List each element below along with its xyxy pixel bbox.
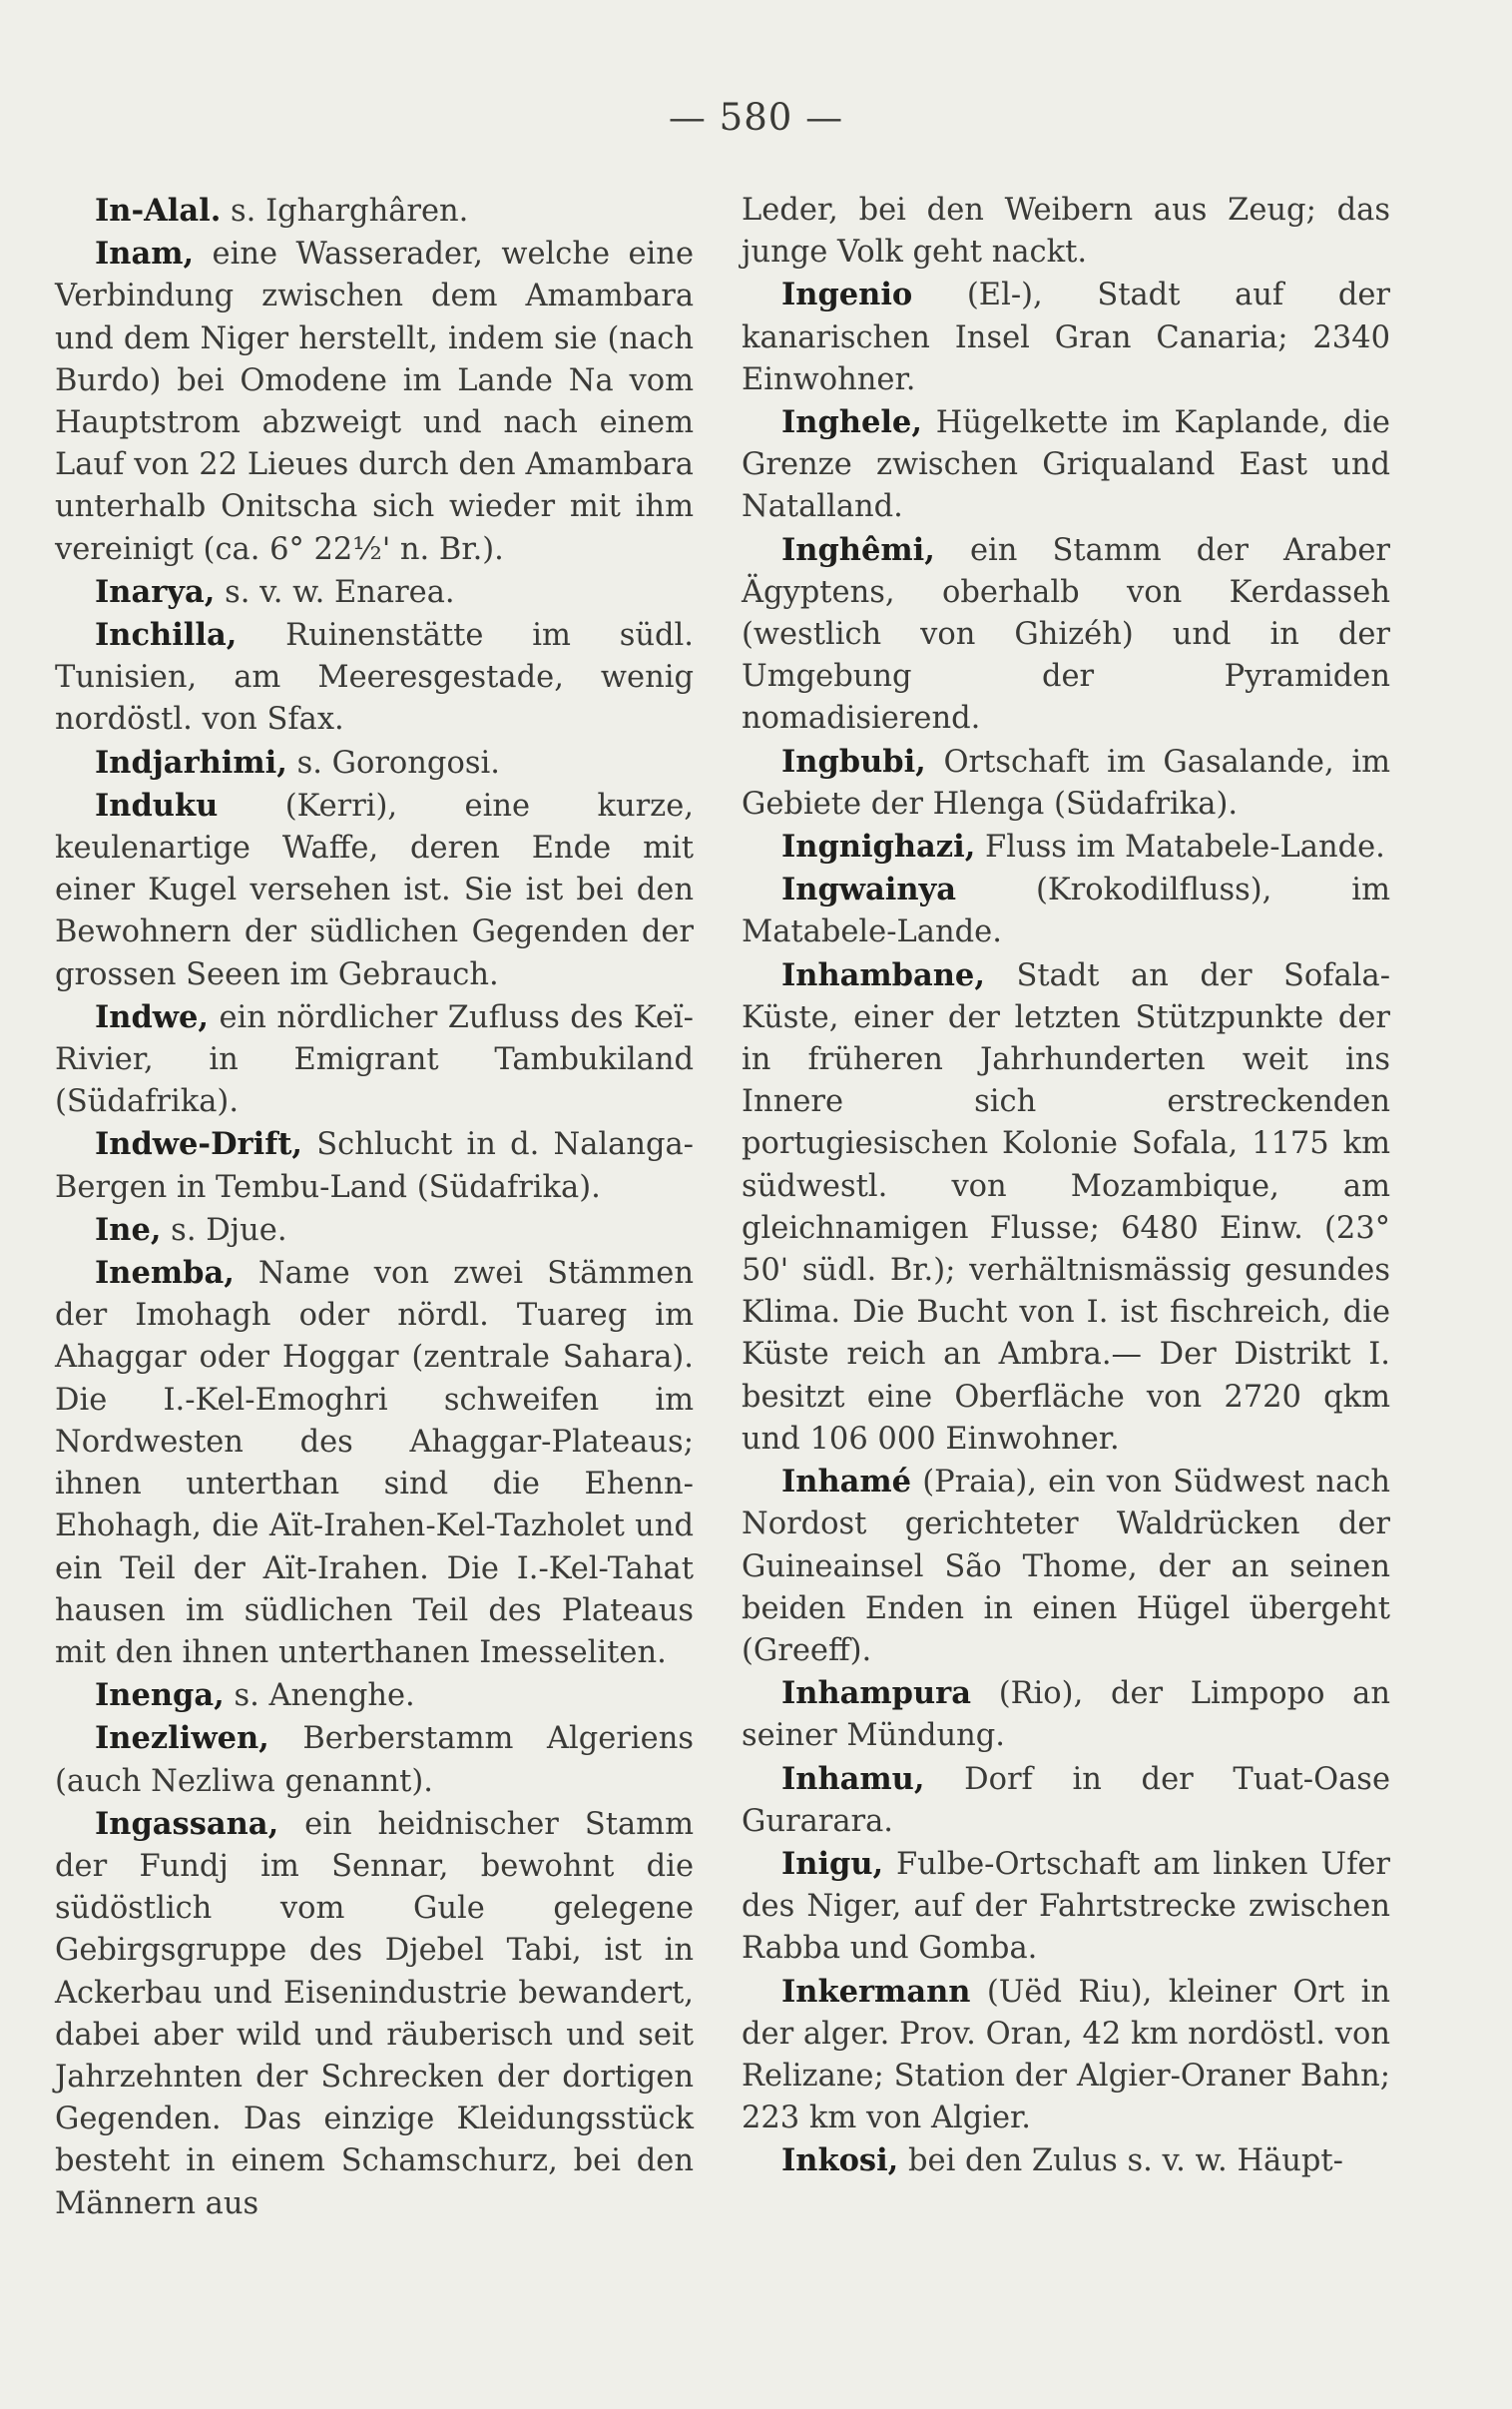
entry-lemma: Inhambane, <box>781 956 985 993</box>
entry-text: s. Igharghâren. <box>231 194 469 229</box>
entry-lemma: Inarya, <box>95 573 216 610</box>
entry-text: (Krokodilfluss), im Matabele-Lande. <box>742 873 1390 950</box>
entry-lemma: Ingenio <box>781 277 913 313</box>
entry-lemma: Inam, <box>95 236 195 273</box>
entry-lemma: Inemba, <box>95 1255 235 1292</box>
entry-text: Berberstamm Algeriens (auch Nezliwa genannt). <box>55 1721 694 1799</box>
entry-lemma: Inchilla, <box>95 617 238 654</box>
entry-lemma: Ingwainya <box>781 872 957 908</box>
entry-lemma: Inigu, <box>781 1845 884 1882</box>
dictionary-entry <box>742 954 1390 1461</box>
dictionary-entry <box>55 785 694 996</box>
entry-lemma: Ine, <box>95 1211 162 1248</box>
entry-lemma: In-Alal. <box>95 193 222 229</box>
entry-text: s. v. w. Enarea. <box>225 574 455 610</box>
dictionary-entry <box>55 742 694 785</box>
entry-text: Stadt an der Sofala-Küste, einer der letzten Stützpunkte der in früheren Jahrhunderten weit ins Innere sich erstreckenden portugiesischen Kolonie Sofala, 1175 km südwestl. von Mozambique, am gleichnamigen Flusse; 6480 Einw. (23° 50' südl. Br.); verhältnismässig gesundes Klima. Die Bucht von I. ist fischreich, die Küste reich an Ambra.— Der Distrikt I. besitzt eine Oberfläche von 2720 qkm und 106 000 Einwohner. <box>742 957 1390 1457</box>
entry-lemma: Indwe, <box>95 998 210 1035</box>
dictionary-entry <box>55 571 694 614</box>
dictionary-entry <box>742 741 1390 826</box>
entry-text: Schlucht in d. Nalanga-Bergen in Tembu-Land (Südafrika). <box>55 1127 694 1205</box>
dictionary-entry <box>742 1971 1390 2140</box>
entry-lemma: Inhamé <box>781 1464 912 1501</box>
entry-text: Ortschaft im Gasalande, im Gebiete der Hlenga (Südafrika). <box>742 744 1390 822</box>
right-column <box>742 190 1390 2183</box>
dictionary-entry <box>742 826 1390 869</box>
left-column <box>55 190 694 2225</box>
dictionary-entry <box>742 1461 1390 1672</box>
dictionary-entry-continuation <box>742 190 1390 274</box>
entry-text: Ruinenstätte im südl. Tunisien, am Meeresgestade, wenig nordöstl. von Sfax. <box>55 618 694 738</box>
entry-lemma: Inghele, <box>781 404 922 441</box>
entry-text: Hügelkette im Kaplande, die Grenze zwischen Griqualand East und Natalland. <box>742 405 1390 525</box>
entry-lemma: Inezliwen, <box>95 1720 269 1757</box>
entry-lemma: Inenga, <box>95 1677 225 1714</box>
dictionary-entry <box>55 1717 694 1802</box>
entry-text: (Kerri), eine kurze, keulenartige Waffe, deren Ende mit einer Kugel versehen ist. Sie ist bei den Bewohnern der südlichen Gegenden der grossen Seeen im Gebrauch. <box>55 788 694 992</box>
dictionary-entry <box>742 2139 1390 2182</box>
entry-text: s. Djue. <box>171 1212 287 1248</box>
entry-text: (Uëd Riu), kleiner Ort in der alger. Prov. Oran, 42 km nordöstl. von Relizane; Station der Algier-Oraner Bahn; 223 km von Algier. <box>742 1974 1390 2136</box>
entry-text: (Praia), ein von Südwest nach Nordost gerichteter Waldrücken der Guineainsel São Thome, der an seinen beiden Enden in einen Hügel übergeht (Greeff). <box>742 1465 1390 1668</box>
entry-lemma: Inhampura <box>781 1675 971 1712</box>
entry-text: ein Stamm der Araber Ägyptens, oberhalb von Kerdasseh (westlich von Ghizéh) und in der Umgebung der Pyramiden nomadisierend. <box>742 532 1390 737</box>
dictionary-entry <box>55 996 694 1124</box>
dictionary-entry <box>55 1803 694 2225</box>
dictionary-entry <box>55 1674 694 1717</box>
entry-text: Fluss im Matabele-Lande. <box>985 830 1385 866</box>
dictionary-entry <box>55 1209 694 1252</box>
entry-text: s. Gorongosi. <box>296 745 500 781</box>
entry-lemma: Inghêmi, <box>781 531 935 568</box>
entry-text: Name von zwei Stämmen der Imohagh oder nördl. Tuareg im Ahaggar oder Hoggar (zentrale Sahara). Die I.-Kel-Emoghri schweifen im Nordwesten des Ahaggar-Plateaus; ihnen unterthan sind die Ehenn-Ehohagh, die Aït-Irahen-Kel-Tazholet und ein Teil der Aït-Irahen. Die I.-Kel-Tahat hausen im südlichen Teil des Plateaus mit den ihnen unterthanen Imesseliten. <box>55 1256 694 1670</box>
entry-text: (Rio), der Limpopo an seiner Mündung. <box>742 1676 1390 1754</box>
entry-lemma: Induku <box>95 787 219 824</box>
dictionary-entry <box>742 1672 1390 1757</box>
dictionary-entry <box>742 1843 1390 1971</box>
entry-lemma: Indjarhimi, <box>95 744 287 781</box>
entry-lemma: Ingnighazi, <box>781 829 976 866</box>
entry-text: bei den Zulus s. v. w. Häupt- <box>908 2143 1343 2179</box>
dictionary-entry <box>55 233 694 571</box>
entry-text: Dorf in der Tuat-Oase Gurarara. <box>742 1761 1390 1839</box>
entry-lemma: Inhamu, <box>781 1760 925 1797</box>
entry-lemma: Inkosi, <box>781 2142 899 2179</box>
entry-text: ein nördlicher Zufluss des Keï-Rivier, in Emigrant Tambukiland (Südafrika). <box>55 999 694 1120</box>
dictionary-entry <box>742 869 1390 953</box>
entry-text: Leder, bei den Weibern aus Zeug; das junge Volk geht nackt. <box>742 193 1390 271</box>
entry-lemma: Inkermann <box>781 1973 971 2010</box>
page-number: — 580 — <box>668 96 844 139</box>
dictionary-entry <box>55 190 694 233</box>
entry-lemma: Ingassana, <box>95 1805 279 1842</box>
entry-text: (El-), Stadt auf der kanarischen Insel Gran Canaria; 2340 Einwohner. <box>742 278 1390 397</box>
dictionary-entry <box>55 1123 694 1208</box>
dictionary-entry <box>742 1758 1390 1843</box>
entry-text: ein heidnischer Stamm der Fundj im Sennar, bewohnt die südöstlich vom Gule gelegene Gebirgsgruppe des Djebel Tabi, ist in Ackerbau und Eisenindustrie bewandert, dabei aber wild und räuberisch und seit Jahrzehnten der Schrecken der dortigen Gegenden. Das einzige Kleidungsstück besteht in einem Schamschurz, bei den Männern aus <box>55 1806 694 2221</box>
entry-lemma: Ingbubi, <box>781 743 926 780</box>
entry-lemma: Indwe-Drift, <box>95 1126 303 1163</box>
entry-text: s. Anenghe. <box>234 1678 415 1714</box>
dictionary-entry <box>742 274 1390 401</box>
dictionary-entry <box>742 401 1390 529</box>
dictionary-entry <box>742 529 1390 741</box>
dictionary-entry <box>55 1252 694 1674</box>
entry-text: Fulbe-Ortschaft am linken Ufer des Niger, auf der Fahrtstrecke zwischen Rabba und Gomba. <box>742 1846 1391 1967</box>
dictionary-entry <box>55 614 694 742</box>
entry-text: eine Wasserader, welche eine Verbindung zwischen dem Amambara und dem Niger herstellt, indem sie (nach Burdo) bei Omodene im Lande Na vom Hauptstrom abzweigt und nach einem Lauf von 22 Lieues durch den Amambara unterhalb Onitscha sich wieder mit ihm vereinigt (ca. 6° 22½' n. Br.). <box>55 237 695 567</box>
